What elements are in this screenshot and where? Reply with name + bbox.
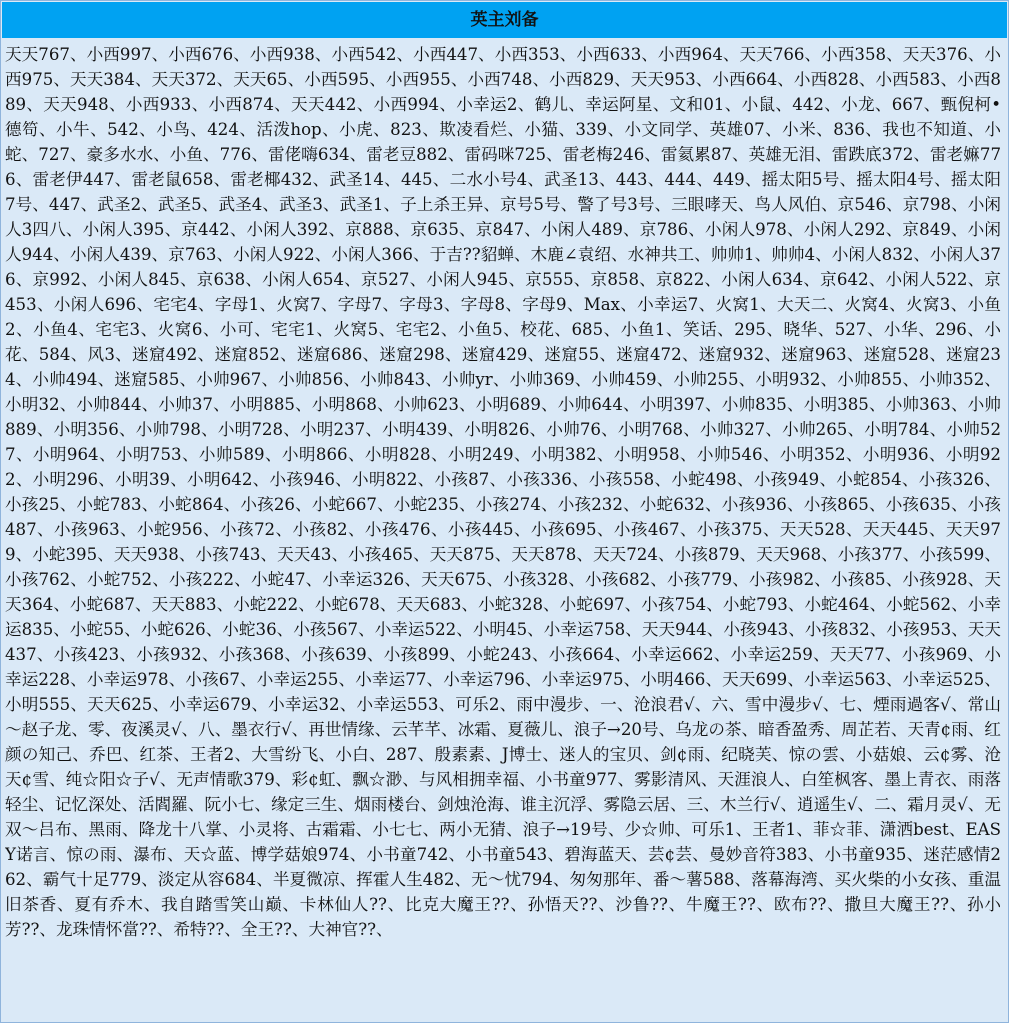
name-list-text: 天天767、小西997、小西676、小西938、小西542、小西447、小西353、小西633、小西964、天天766、小西358、天天376、小西975、天天384、天天372、天天65、小西595、小西955、小西748、小西829、天天953、小西664、小西828、小西583、小西889、天天948、小西933、小西874、天天442、小西994、小幸运2、鹤儿、幸运阿星、文和01、小鼠、442、小龙、667、甄倪柯•德笱、小牛、542、小鸟、424、活泼hop、小虎、823、欺凌看烂、小猫、339、小文同学、英雄07、小米、836、我也不知道、小蛇、727、豪多水水、小鱼、776、雷佬嗨634、雷老豆882、雷码咪725、雷老梅246、雷氦累87、英雄无泪、雷跌底372、雷老嫲776、雷老伊447、雷老鼠658、雷老椰432、武圣14、445、二水小号4、武圣13、443、444、449、摇太阳5号、摇太阳4号、摇太阳7号、447、武圣2、武圣5、武圣4、武圣3、武圣1、子上杀王异、京号5号、警了号3号、三眼哮天、鸟人风伯、京546、京798、小闲人3四八、小闲人395、京442、小闲人392、京888、京635、京847、小闲人489、京786、小闲人978、小闲人292、京849、小闲人944、小闲人439、京763、小闲人922、小闲人366、于吉??貂蝉、木鹿∠袁绍、水神共工、帅帅1、帅帅4、小闲人832、小闲人376、京992、小闲人845、京638、小闲人654、京527、小闲人945、京555、京858、京822、小闲人634、京642、小闲人522、京453、小闲人696、宅宅4、字母1、火窝7、字母7、字母3、字母8、字母9、Max、小幸运7、火窝1、大天二、火窝4、火窝3、小鱼2、小鱼4、宅宅3、火窝6、小可、宅宅1、火窝5、宅宅2、小鱼5、校花、685、小鱼1、笑话、295、晓华、527、小华、296、小花、584、风3、迷窟492、迷窟852、迷窟686、迷窟298、迷窟429、迷窟55、迷窟472、迷窟932、迷窟963、迷窟528、迷窟234、小帅494、迷窟585、小帅967、小帅856、小帅843、小帅yr、小帅369、小帅459、小帅255、小明932、小帅855、小帅352、小明32、小帅844、小帅37、小明885、小明868、小帅623、小明689、小帅644、小明397、小帅835、小明385、小帅363、小帅889、小明356、小帅798、小明728、小明237、小明439、小明826、小帅76、小明768、小帅327、小帅265、小明784、小帅527、小明964、小明753、小帅589、小明866、小明828、小明249、小明382、小明958、小帅546、小明352、小明936、小明922、小明296、小明39、小明642、小孩946、小明822、小孩87、小孩336、小孩558、小蛇498、小孩949、小蛇854、小孩326、小孩25、小蛇783、小蛇864、小孩26、小蛇667、小蛇235、小孩274、小孩232、小蛇632、小孩936、小孩865、小孩635、小孩487、小孩963、小蛇956、小孩72、小孩82、小孩476、小孩445、小孩695、小孩467、小孩375、天天528、天天445、天天979、小蛇395、天天938、小孩743、天天43、小孩465、天天875、天天878、天天724、小孩879、天天968、小孩377、小孩599、小孩762、小蛇752、小孩222、小蛇47、小幸运326、天天675、小孩328、小孩682、小孩779、小孩982、小孩85、小孩928、天天364、小蛇687、天天883、小蛇222、小蛇678、天天683、小蛇328、小蛇697、小孩754、小蛇793、小蛇464、小蛇562、小幸运835、小蛇55、小蛇626、小蛇36、小孩567、小幸运522、小明45、小幸运758、天天944、小孩943、小孩832、小孩953、天天437、小孩423、小孩932、小孩368、小孩639、小孩899、小蛇243、小孩664、小幸运662、小幸运259、天天77、小孩969、小幸运228、小幸运978、小孩67、小幸运255、小幸运77、小幸运796、小幸运975、小明466、天天699、小幸运563、小幸运525、小明555、天天625、小幸运679、小幸运32、小幸运553、可乐2、雨中漫步、一、沧浪君√、六、雪中漫步√、七、煙雨過客√、常山～赵子龙、零、夜溪灵√、八、墨衣行√、再世情缘、云芊芊、冰霜、夏薇儿、浪子→20号、乌龙の茶、暗香盈秀、周芷若、天青¢雨、红颜の知己、乔巴、红茶、王者2、大雪纷飞、小白、287、殷素素、J博士、迷人的宝贝、剑¢雨、纪晓芙、惊の雲、小菇娘、云¢雾、沧天¢雪、纯☆阳☆子√、无声情歌379、彩¢虹、飘☆渺、与风相拥幸福、小书童977、雾影清风、天涯浪人、白笙枫客、墨上青衣、雨落轻尘、记忆深处、活閻羅、阮小七、缘定三生、烟雨楼台、剑烛沧海、谁主沉浮、雾隐云居、三、木兰行√、逍遥生√、二、霜月灵√、无双～吕布、黑雨、降龙十八掌、小灵将、古霜霜、小七七、两小无猜、浪子→19号、少☆帅、可乐1、王者1、菲☆菲、潇洒best、EASY诺言、惊の雨、瀑布、天☆蓝、博学菇娘974、小书童742、小书童543、碧海蓝天、芸¢芸、曼妙音符383、小书童935、迷茫感情262、霸气十足779、淡定从容684、半夏微凉、挥霍人生482、无～忧794、匆匆那年、番～薯588、落幕海湾、买火柴的小女孩、重温旧茶香、夏有乔木、我自踏雪笑山巅、卡林仙人??、比克大魔王??、孙悟天??、沙鲁??、牛魔王??、欧布??、撒旦大魔王??、孙小芳??、龙珠情怀當??、希特??、全王??、大神官??、 xyxy=(5,45,1001,939)
page-title: 英主刘备 xyxy=(2,2,1007,38)
